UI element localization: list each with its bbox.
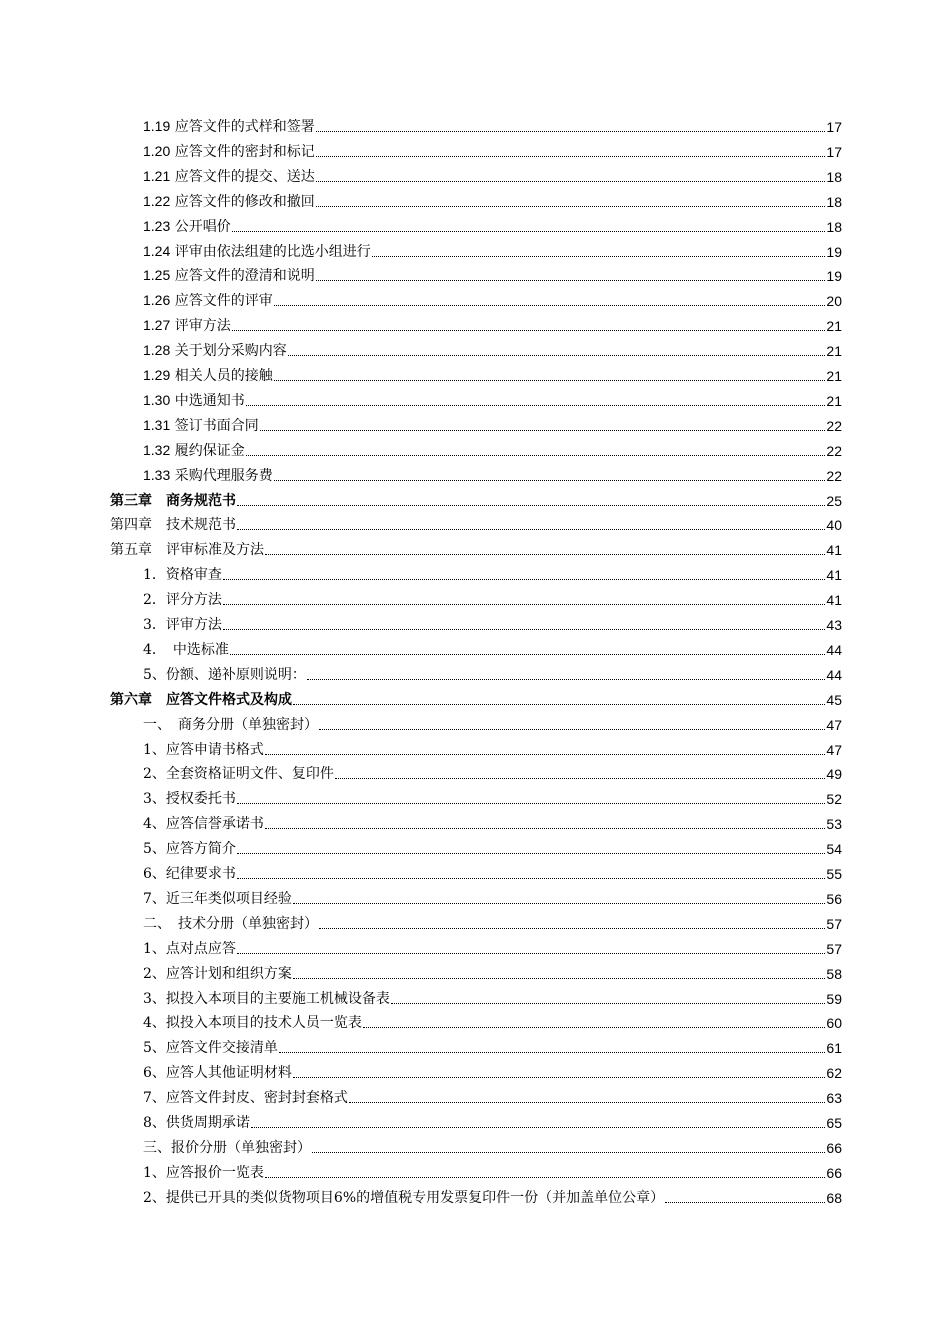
- dot-leader: [237, 529, 825, 530]
- dot-leader: [223, 604, 826, 605]
- toc-entry-title: [143, 366, 273, 385]
- dot-leader: [319, 928, 825, 929]
- toc-chapter-entry[interactable]: [110, 486, 842, 510]
- toc-entry[interactable]: [143, 336, 842, 360]
- toc-entry-text: 3．评审方法: [143, 617, 222, 633]
- toc-entry-text: 应答文件的评审: [174, 293, 273, 310]
- toc-entry[interactable]: [143, 909, 842, 933]
- toc-entry-text: 6、纪律要求书: [143, 866, 236, 882]
- toc-entry-title: [143, 217, 231, 236]
- toc-entry-text: 中选通知书: [174, 392, 245, 409]
- toc-entry-text: 应答文件的式样和签署: [174, 119, 315, 135]
- toc-entry-title: [143, 865, 236, 883]
- toc-section-number: 1.19: [143, 118, 171, 134]
- dot-leader: [237, 505, 825, 506]
- toc-entry-text: 6、应答人其他证明材料: [143, 1065, 292, 1082]
- toc-entry[interactable]: [143, 1058, 842, 1082]
- toc-entry-title: [143, 716, 318, 734]
- toc-page-number: 18: [826, 193, 842, 210]
- toc-entry-title: [143, 1089, 348, 1107]
- toc-page-number: 55: [826, 866, 842, 882]
- dot-leader: [293, 704, 825, 705]
- toc-page-number: 58: [826, 965, 842, 982]
- toc-entry[interactable]: [143, 784, 842, 808]
- toc-entry-title: [110, 691, 292, 709]
- dot-leader: [316, 280, 826, 281]
- toc-entry-title: [110, 541, 264, 559]
- toc-entry-title: [143, 441, 245, 460]
- toc-entry-title: [143, 291, 273, 310]
- toc-section-number: 1.33: [143, 466, 171, 483]
- toc-entry-title: [143, 815, 264, 833]
- toc-page-number: 43: [826, 617, 842, 633]
- dot-leader: [230, 654, 826, 655]
- toc-page-number: 49: [826, 766, 842, 783]
- dot-leader: [223, 579, 826, 580]
- toc-section-number: 1.31: [143, 416, 171, 433]
- toc-page-number: 17: [826, 119, 842, 135]
- toc-entry[interactable]: [143, 660, 842, 684]
- toc-entry-text: 采购代理服务费: [174, 467, 273, 484]
- toc-entry-text: 2、提供已开具的类似货物项目6%的增值税专用发票复印件一份（并加盖单位公章）: [143, 1189, 665, 1206]
- toc-page-number: 59: [826, 990, 842, 1007]
- toc-entry-title: [143, 1189, 664, 1207]
- toc-page-number: 60: [826, 1015, 842, 1032]
- dot-leader: [237, 878, 826, 879]
- dot-leader: [232, 330, 826, 331]
- toc-entry[interactable]: [143, 311, 842, 335]
- dot-leader: [237, 953, 826, 954]
- toc-page-number: 22: [826, 467, 842, 484]
- toc-page-number: 54: [826, 841, 842, 858]
- toc-entry[interactable]: [143, 187, 842, 211]
- toc-section-number: 1.30: [143, 391, 171, 408]
- dot-leader: [260, 430, 826, 431]
- toc-entry-title: [143, 765, 334, 783]
- toc-page-number: 47: [826, 716, 842, 733]
- dot-leader: [293, 903, 826, 904]
- toc-entry-title: [143, 741, 264, 759]
- toc-entry-title: [143, 566, 222, 584]
- dot-leader: [293, 1077, 826, 1078]
- toc-entry-text: 5、应答文件交接清单: [143, 1040, 278, 1057]
- dot-leader: [274, 480, 826, 481]
- toc-entry-text: 7、应答文件封皮、密封封套格式: [143, 1090, 348, 1107]
- toc-section-number: 1.27: [143, 317, 171, 334]
- toc-chapter-entry[interactable]: [110, 535, 842, 559]
- toc-entry-text: 评审由依法组建的比选小组进行: [174, 243, 371, 260]
- toc-entry-text: 2．评分方法: [143, 592, 222, 609]
- dot-leader: [312, 1152, 825, 1153]
- toc-chapter-entry[interactable]: [110, 685, 842, 709]
- toc-entry-title: [143, 840, 236, 858]
- toc-entry-title: [143, 616, 222, 634]
- dot-leader: [316, 156, 826, 157]
- toc-entry-text: 应答文件的澄清和说明: [174, 268, 315, 285]
- toc-entry[interactable]: [143, 461, 842, 485]
- toc-entry-text: 3、拟投入本项目的主要施工机械设备表: [143, 990, 390, 1007]
- toc-page-number: 18: [826, 168, 842, 185]
- toc-entry-title: [110, 492, 236, 510]
- toc-entry[interactable]: [143, 735, 842, 759]
- toc-page-number: 68: [826, 1189, 842, 1206]
- dot-leader: [293, 978, 826, 979]
- toc-entry-text: 第五章 评审标准及方法: [110, 542, 264, 559]
- toc-entry[interactable]: [143, 1083, 842, 1107]
- toc-entry[interactable]: [143, 436, 842, 460]
- dot-leader: [288, 355, 826, 356]
- toc-entry-title: [143, 142, 315, 161]
- toc-entry-title: [143, 990, 390, 1008]
- toc-entry-title: [143, 341, 287, 360]
- dot-leader: [363, 1027, 826, 1028]
- toc-entry-text: 履约保证金: [174, 442, 245, 459]
- toc-page-number: 57: [826, 940, 842, 957]
- toc-entry-text: 二、 技术分册（单独密封）: [143, 915, 318, 932]
- toc-entry-title: [110, 516, 236, 534]
- toc-entry[interactable]: [143, 162, 842, 186]
- toc-entry[interactable]: [143, 1108, 842, 1132]
- toc-page-number: 66: [826, 1164, 842, 1181]
- toc-entry-title: [143, 666, 306, 684]
- toc-section-number: 1.24: [143, 242, 171, 259]
- toc-entry-text: 5、应答方简介: [143, 841, 236, 858]
- toc-page-number: 19: [826, 268, 842, 285]
- toc-page-number: 21: [826, 392, 842, 409]
- toc-entry[interactable]: [143, 286, 842, 310]
- toc-entry[interactable]: [143, 884, 842, 908]
- toc-entry-text: 应答文件的提交、送达: [174, 168, 315, 185]
- toc-entry[interactable]: [143, 834, 842, 858]
- toc-entry-text: 3、授权委托书: [143, 791, 236, 808]
- toc-entry-title: [143, 641, 229, 659]
- toc-page-number: 41: [826, 567, 842, 584]
- toc-page-number: 18: [826, 218, 842, 235]
- toc-entry[interactable]: [143, 386, 842, 410]
- toc-entry-title: [143, 1114, 250, 1132]
- toc-page-number: 45: [826, 691, 842, 708]
- toc-entry-text: 关于划分采购内容: [174, 343, 287, 360]
- toc-entry-text: 第四章 技术规范书: [110, 517, 236, 534]
- toc-page-number: 56: [826, 890, 842, 907]
- dot-leader: [237, 853, 826, 854]
- toc-entry-title: [143, 790, 236, 808]
- toc-page-number: 53: [826, 816, 842, 833]
- toc-entry[interactable]: [143, 984, 842, 1008]
- toc-entry-text: 1、应答报价一览表: [143, 1164, 264, 1181]
- toc-page-number: 44: [826, 666, 842, 683]
- toc-entry[interactable]: [143, 585, 842, 609]
- dot-leader: [349, 1102, 826, 1103]
- toc-entry-text: 第六章 应答文件格式及构成: [110, 691, 292, 708]
- toc-section-number: 1.23: [143, 217, 171, 234]
- toc-entry-text: 公开唱价: [174, 218, 231, 235]
- toc-page-number: 44: [826, 641, 842, 658]
- toc-entry-text: 5、份额、递补原则说明：: [143, 666, 306, 683]
- toc-page-number: 41: [826, 592, 842, 609]
- toc-entry-title: [143, 1164, 264, 1182]
- toc-section-number: 1.21: [143, 167, 171, 184]
- dot-leader: [279, 1052, 826, 1053]
- toc-page-number: 41: [826, 542, 842, 559]
- dot-leader: [246, 405, 826, 406]
- dot-leader: [265, 554, 825, 555]
- toc-entry[interactable]: [143, 411, 842, 435]
- toc-entry-text: 8、供货周期承诺: [143, 1115, 250, 1131]
- toc-page-number: 22: [826, 442, 842, 459]
- toc-entry[interactable]: [143, 710, 842, 734]
- toc-entry-text: 4、拟投入本项目的技术人员一览表: [143, 1015, 362, 1032]
- toc-entry-text: 7、近三年类似项目经验: [143, 890, 292, 907]
- toc-page-number: 66: [826, 1139, 842, 1156]
- toc-entry[interactable]: [143, 610, 842, 634]
- toc-entry-text: 1．资格审查: [143, 567, 222, 584]
- toc-entry-title: [143, 316, 231, 335]
- toc-page-number: 22: [826, 417, 842, 434]
- dot-leader: [265, 754, 826, 755]
- toc-chapter-entry[interactable]: [110, 510, 842, 534]
- toc-page-number: 47: [826, 741, 842, 758]
- toc-entry[interactable]: [143, 361, 842, 385]
- toc-page-number: 65: [826, 1115, 842, 1131]
- toc-entry-text: 第三章 商务规范书: [110, 492, 236, 509]
- toc-entry[interactable]: [143, 1033, 842, 1057]
- toc-entry-text: 2、全套资格证明文件、复印件: [143, 766, 334, 783]
- toc-page-number: 61: [826, 1040, 842, 1057]
- toc-entry[interactable]: [143, 809, 842, 833]
- toc-entry-title: [143, 1139, 311, 1157]
- toc-page-number: 52: [826, 791, 842, 808]
- toc-entry-text: 应答文件的修改和撤回: [174, 193, 315, 210]
- dot-leader: [274, 305, 826, 306]
- toc-entry[interactable]: [143, 137, 842, 161]
- toc-entry-text: 4． 中选标准: [143, 641, 229, 658]
- toc-entry-title: [143, 1064, 292, 1082]
- toc-page-number: 21: [826, 318, 842, 335]
- dot-leader: [316, 206, 826, 207]
- toc-entry[interactable]: [143, 1158, 842, 1182]
- dot-leader: [251, 1127, 826, 1128]
- toc-entry-title: [143, 915, 318, 933]
- toc-entry-title: [143, 242, 371, 261]
- toc-section-number: 1.28: [143, 342, 171, 359]
- toc-page-number: 57: [826, 915, 842, 932]
- dot-leader: [232, 231, 826, 232]
- dot-leader: [265, 1177, 826, 1178]
- dot-leader: [372, 256, 826, 257]
- toc-entry-title: [143, 940, 236, 958]
- toc-entry[interactable]: [143, 261, 842, 285]
- toc-entry[interactable]: [143, 934, 842, 958]
- toc-entry-title: [143, 416, 259, 435]
- toc-section-number: 1.20: [143, 142, 171, 159]
- toc-entry[interactable]: [143, 1008, 842, 1032]
- dot-leader: [274, 380, 826, 381]
- toc-entry[interactable]: [143, 237, 842, 261]
- toc-section-number: 1.25: [143, 267, 171, 284]
- toc-entry-text: 签订书面合同: [174, 417, 259, 434]
- toc-page-number: 62: [826, 1065, 842, 1082]
- toc-entry-text: 一、 商务分册（单独密封）: [143, 716, 318, 733]
- toc-entry[interactable]: [143, 635, 842, 659]
- toc-entry-title: [143, 192, 315, 211]
- dot-leader: [316, 131, 826, 132]
- toc-entry-title: [143, 167, 315, 186]
- toc-section-number: 1.32: [143, 441, 171, 458]
- toc-entry-title: [143, 391, 245, 410]
- toc-page-number: 17: [826, 143, 842, 160]
- toc-entry[interactable]: [143, 1133, 842, 1157]
- toc-section-number: 1.29: [143, 367, 171, 383]
- toc-entry[interactable]: [143, 560, 842, 584]
- toc-entry[interactable]: [143, 859, 842, 883]
- toc-entry-title: [143, 266, 315, 285]
- toc-page-number: 21: [826, 343, 842, 360]
- dot-leader: [665, 1202, 825, 1203]
- toc-entry-text: 1、应答申请书格式: [143, 741, 264, 758]
- toc-entry[interactable]: [143, 1183, 842, 1207]
- toc-page-number: 25: [826, 492, 842, 509]
- dot-leader: [307, 679, 826, 680]
- toc-entry[interactable]: [143, 959, 842, 983]
- toc-entry-title: [143, 965, 292, 983]
- toc-page-number: 20: [826, 293, 842, 310]
- toc-entry[interactable]: [143, 112, 842, 136]
- toc-entry-title: [143, 890, 292, 908]
- toc-entry-text: 4、应答信誉承诺书: [143, 816, 264, 833]
- toc-entry-text: 1、点对点应答: [143, 940, 236, 957]
- toc-entry-text: 评审方法: [174, 318, 231, 335]
- toc-page-number: 21: [826, 368, 842, 384]
- toc-section-number: 1.22: [143, 192, 171, 209]
- toc-entry-text: 应答文件的密封和标记: [174, 143, 315, 160]
- toc-entry-title: [143, 1039, 278, 1057]
- toc-entry-title: [143, 466, 273, 485]
- toc-entry-title: [143, 591, 222, 609]
- toc-entry-text: 三、报价分册（单独密封）: [143, 1139, 311, 1156]
- toc-page-number: 63: [826, 1090, 842, 1107]
- toc-entry-text: 相关人员的接触: [174, 368, 273, 384]
- toc-entry-title: [143, 1014, 362, 1032]
- toc-section-number: 1.26: [143, 292, 171, 309]
- toc-entry-text: 2、应答计划和组织方案: [143, 965, 292, 982]
- dot-leader: [319, 729, 825, 730]
- toc-page-number: 40: [826, 517, 842, 534]
- toc-entry[interactable]: [143, 212, 842, 236]
- toc-entry-title: [143, 117, 315, 136]
- dot-leader: [223, 629, 826, 630]
- dot-leader: [237, 803, 826, 804]
- toc-entry[interactable]: [143, 759, 842, 783]
- dot-leader: [391, 1003, 826, 1004]
- dot-leader: [316, 181, 826, 182]
- dot-leader: [265, 828, 826, 829]
- toc-page-number: 19: [826, 243, 842, 260]
- dot-leader: [246, 455, 826, 456]
- dot-leader: [335, 778, 826, 779]
